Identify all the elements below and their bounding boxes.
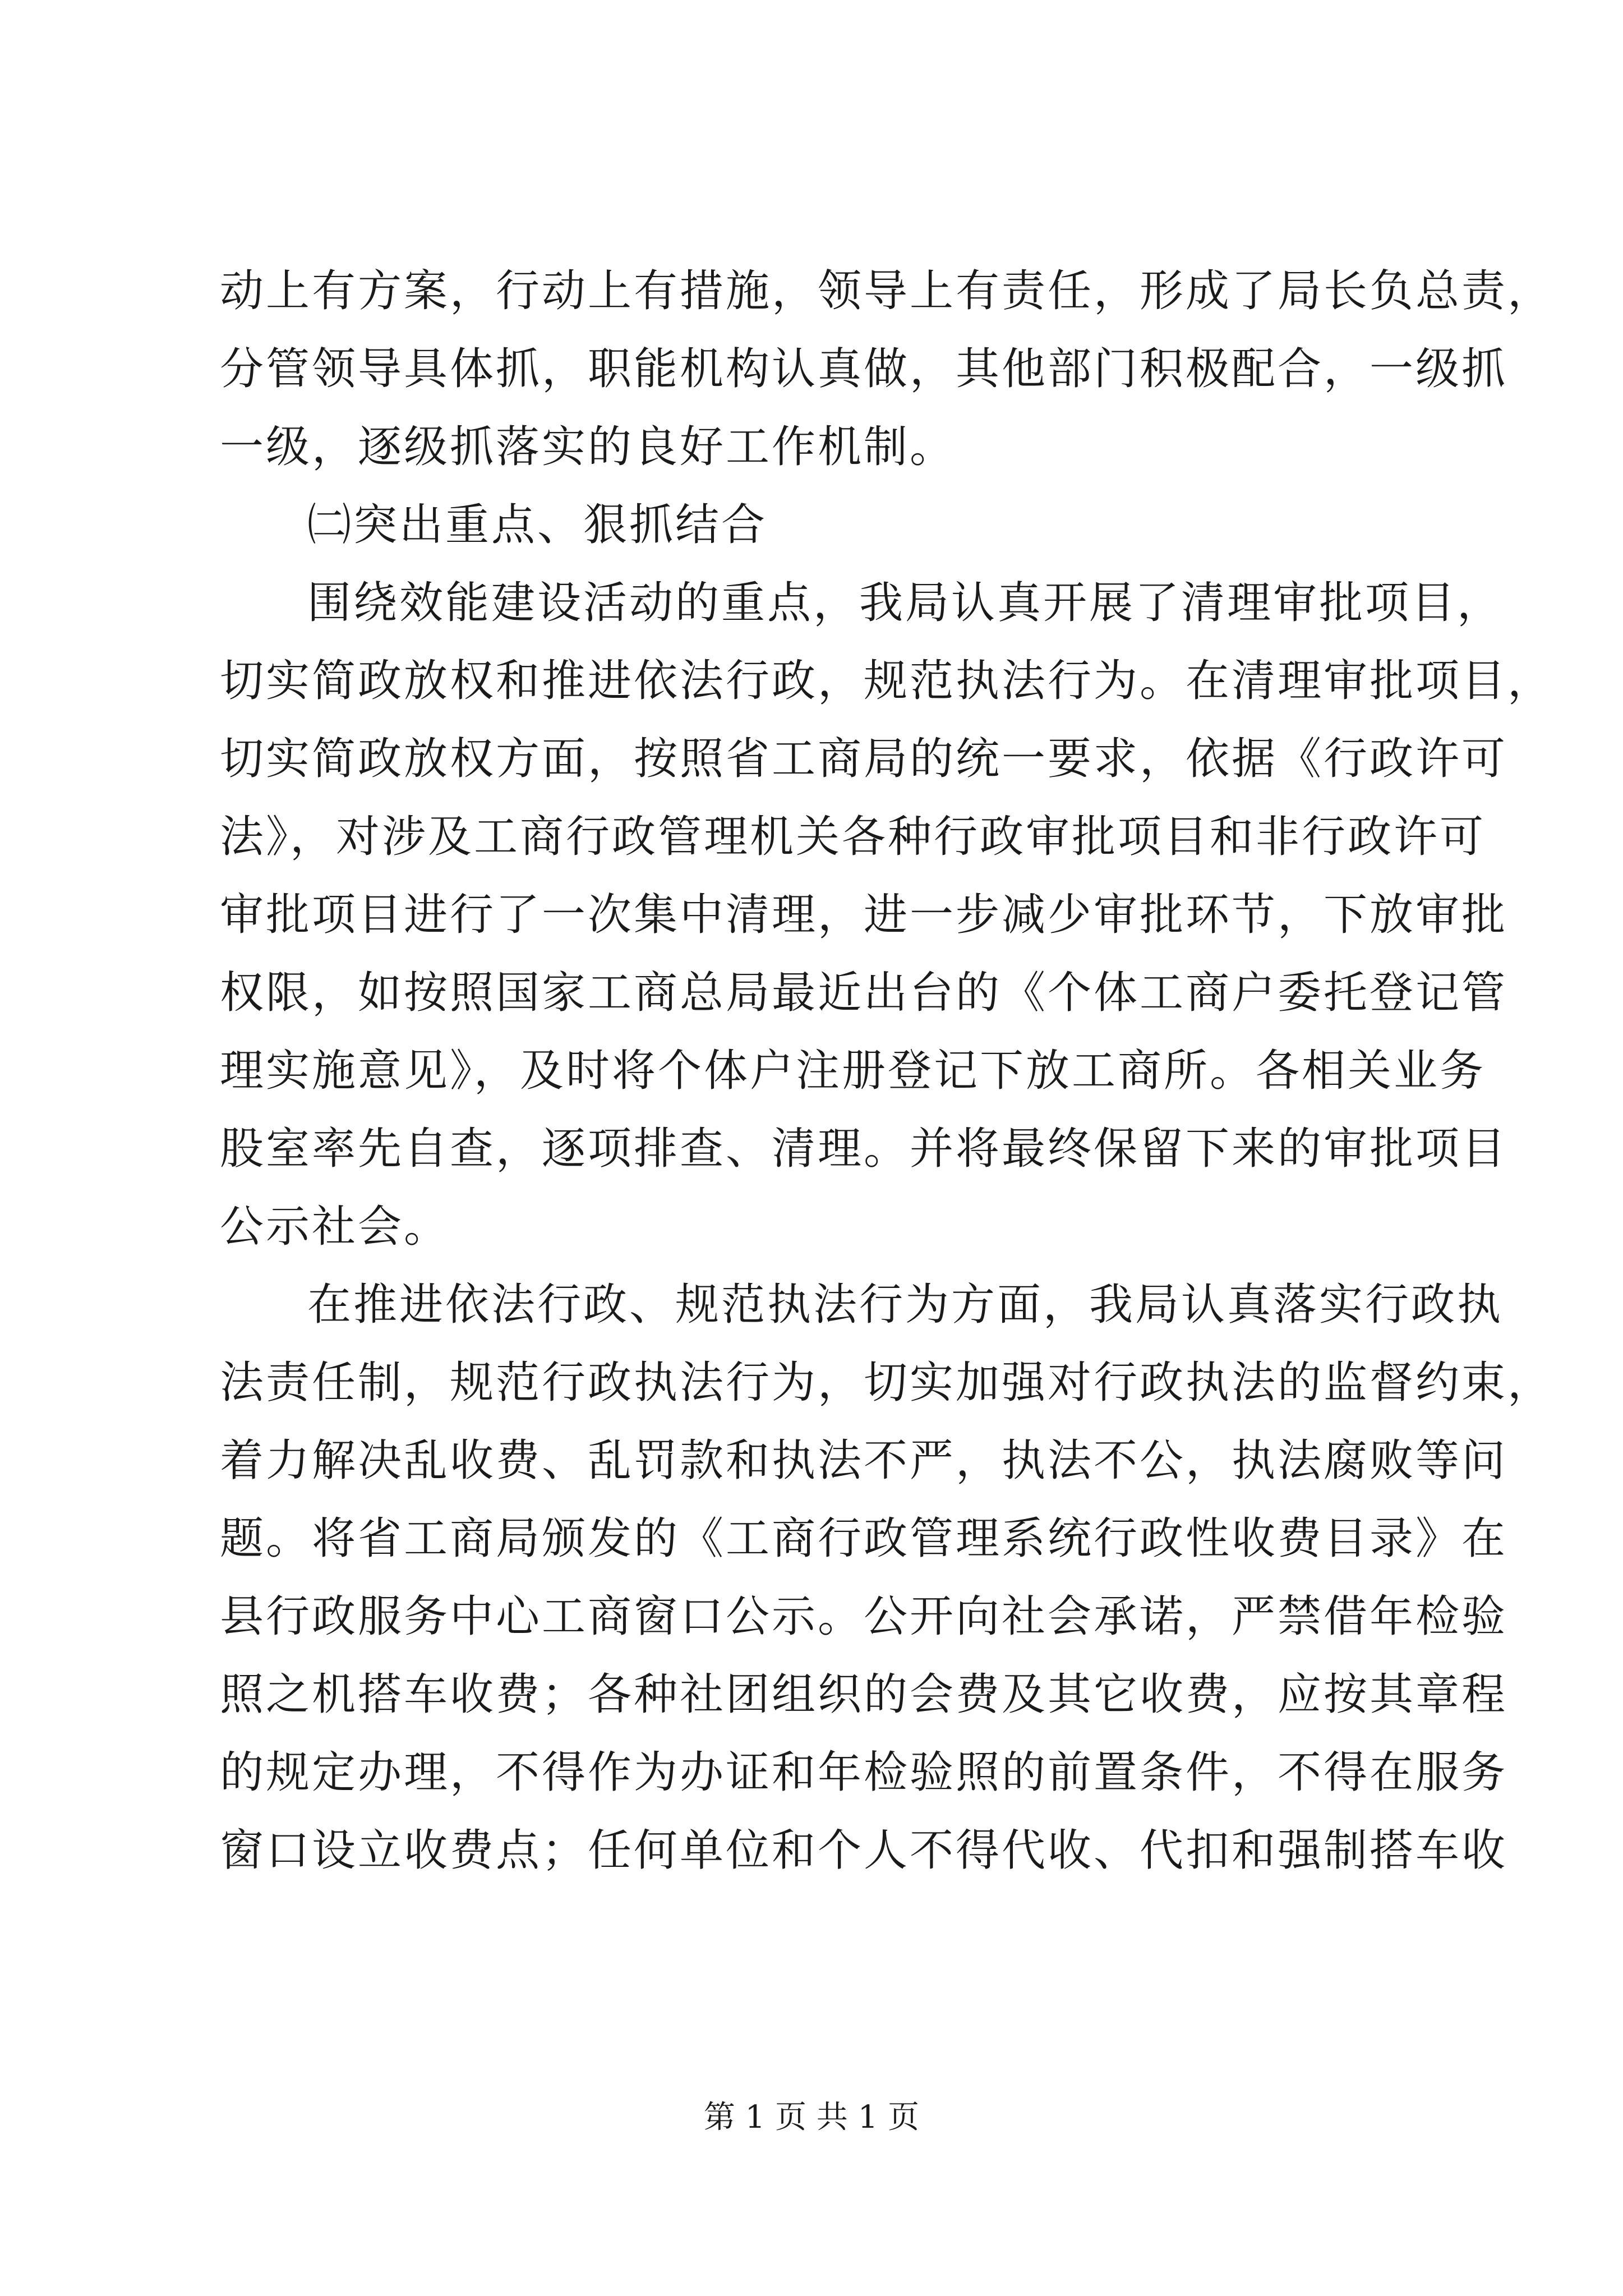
text-line: 着力解决乱收费、乱罚款和执法不严，执法不公，执法腐败等问 <box>220 1435 1508 1486</box>
text-line: 围绕效能建设活动的重点，我局认真开展了清理审批项目， <box>307 578 1504 628</box>
text-line: 权限，如按照国家工商总局最近出台的《个体工商户委托登记管 <box>220 968 1508 1018</box>
document-body <box>220 252 1554 1890</box>
text-line: 公示社会。 <box>220 1202 450 1252</box>
text-line: 题。将省工商局颁发的《工商行政管理系统行政性收费目录》在 <box>220 1513 1508 1564</box>
text-line: 一级，逐级抓落实的良好工作机制。 <box>220 422 956 472</box>
text-line: 法》，对涉及工商行政管理机关各种行政审批项目和非行政许可 <box>220 812 1486 862</box>
text-line: 切实简政放权方面，按照省工商局的统一要求，依据《行政许可 <box>220 734 1508 784</box>
text-line: 的规定办理，不得作为办证和年检验照的前置条件，不得在服务 <box>220 1747 1508 1798</box>
text-line: 照之机搭车收费；各种社团组织的会费及其它收费，应按其章程 <box>220 1669 1508 1720</box>
text-line: 在推进依法行政、规范执法行为方面，我局认真落实行政执 <box>307 1280 1504 1330</box>
text-line: 动上有方案，行动上有措施，领导上有责任，形成了局长负总责， <box>220 266 1554 316</box>
page-footer: 第 1 页 共 1 页 <box>703 2099 920 2136</box>
text-line: 窗口设立收费点；任何单位和个人不得代收、代扣和强制搭车收 <box>220 1825 1508 1876</box>
text-line: 切实简政放权和推进依法行政，规范执法行为。在清理审批项目， <box>220 656 1554 706</box>
text-line: 分管领导具体抓，职能机构认真做，其他部门积极配合，一级抓 <box>220 344 1508 394</box>
text-line: 股室率先自查，逐项排查、清理。并将最终保留下来的审批项目 <box>220 1124 1508 1174</box>
text-line: 理实施意见》，及时将个体户注册登记下放工商所。各相关业务 <box>220 1046 1486 1096</box>
text-line: 法责任制，规范行政执法行为，切实加强对行政执法的监督约束， <box>220 1358 1554 1408</box>
text-line: 县行政服务中心工商窗口公示。公开向社会承诺，严禁借年检验 <box>220 1591 1508 1642</box>
text-line: 审批项目进行了一次集中清理，进一步减少审批环节，下放审批 <box>220 890 1508 940</box>
section-heading: ㈡突出重点、狠抓结合 <box>307 500 768 550</box>
